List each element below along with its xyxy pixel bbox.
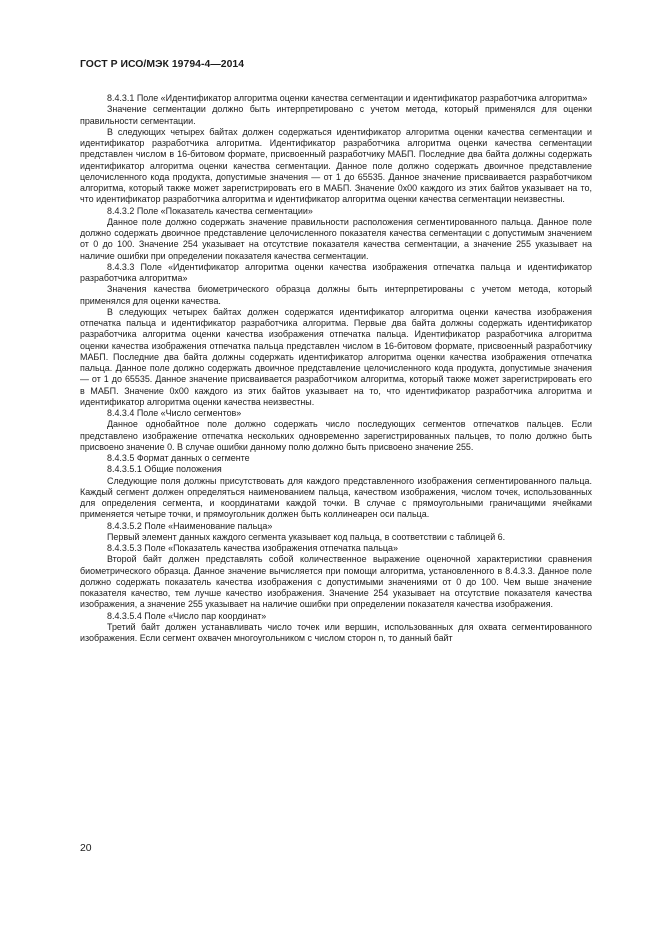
paragraph: Первый элемент данных каждого сегмента указывает код пальца, в соответствии с таблицей 6. xyxy=(107,531,506,542)
section-heading-8-4-3-5-3: 8.4.3.5.3 Поле «Показатель качества изображения отпечатка пальца» xyxy=(107,543,398,553)
paragraph: Данное однобайтное поле должно содержать число последующих сегментов отпечатков пальцев. Если представлено изображение отпечатка нескольких одновременно зарегистрированных пальцев, то полю должно быть присвоено значение 0. В случае ошибки данному полю должно быть присвоено значение 255. xyxy=(80,419,592,452)
section-heading-8-4-3-5: 8.4.3.5 Формат данных о сегменте xyxy=(107,453,250,463)
paragraph: Значения качества биометрического образца должны быть интерпретированы с учетом метода, который применялся для оценки качества. xyxy=(80,284,592,306)
section-heading-8-4-3-3: 8.4.3.3 Поле «Идентификатор алгоритма оценки качества изображения отпечатка пальца и идентификатор разработчика алгоритма» xyxy=(80,261,592,283)
paragraph: Значение сегментации должно быть интерпретировано с учетом метода, который применялся для оценки правильности сегментации. xyxy=(80,104,592,126)
page-number: 20 xyxy=(80,843,92,854)
paragraph: В следующих четырех байтах должен содержаться идентификатор алгоритма оценки качества сегментации и идентификатор разработчика алгоритма. Идентификатор разработчика алгоритма оценки качества сегментации представлен числом в 16-битовом формате, присвоенный разработчику МАБП. Последние два байта должны содержать идентификатор алгоритма оценки качества сегментации. Данное поле должно содержать двоичное представление целочисленного кода продукта, допустимые значения — от 1 до 65535. Данное значение присваивается разработчиком алгоритма, который также может зарегистрировать его в МАБП. Значение 0x00 каждого из этих байтов указывает на то, что идентификатор разработчика алгоритма и идентификатор алгоритма оценки качества сегментации неизвестны. xyxy=(80,126,592,205)
section-heading-8-4-3-2: 8.4.3.2 Поле «Показатель качества сегментации» xyxy=(107,205,313,216)
section-heading-8-4-3-5-4: 8.4.3.5.4 Поле «Число пар координат» xyxy=(107,610,267,621)
paragraph: Третий байт должен устанавливать число точек или вершин, использованных для охвата сегментированного изображения. Если сегмент охвачен многоугольником с числом сторон n, то данный байт xyxy=(80,621,592,643)
section-heading-8-4-3-4: 8.4.3.4 Поле «Число сегментов» xyxy=(107,408,242,418)
document-body xyxy=(80,93,592,644)
paragraph: Следующие поля должны присутствовать для каждого представленного изображения сегментированного пальца. Каждый сегмент должен определяться наименованием пальца, качеством изображения, числом точек, использованных для определения сегмента, и координатами каждой точки. В случае с прямоугольными граничащими ячейками применяется четыре точки, и прямоугольник должен быть коллинеарен оси пальца. xyxy=(80,475,592,520)
section-heading-8-4-3-5-2: 8.4.3.5.2 Поле «Наименование пальца» xyxy=(107,520,273,531)
section-heading-8-4-3-1: 8.4.3.1 Поле «Идентификатор алгоритма оценки качества сегментации и идентификатор разработчика алгоритма» xyxy=(107,93,588,103)
document-header: ГОСТ Р ИСО/МЭК 19794-4—2014 xyxy=(80,59,245,70)
paragraph: Второй байт должен представлять собой количественное выражение оценочной характеристики сравнения биометрического образца. Данное значение вычисляется при помощи алгоритма, установленного в 8.4.3.3. Данное поле должно содержать показатель качества изображения с допустимыми значениями от 0 до 100. Чем выше значение показателя качество, тем лучше качество изображения. Значение 254 указывает на отсутствие показателя качества изображения, а значение 255 указывает на наличие ошибки при определении показателя качества изображения. xyxy=(80,554,592,610)
section-heading-8-4-3-5-1: 8.4.3.5.1 Общие положения xyxy=(107,464,222,475)
paragraph: В следующих четырех байтах должен содержатся идентификатор алгоритма оценки качества изображения отпечатка пальца и идентификатор разработчика алгоритма. Первые два байта должны содержать идентификатор разработчика алгоритма оценки качества изображения отпечатка пальца. Идентификатор разработчика алгоритма оценки качества изображения отпечатка пальца представлен числом в 16-битовом формате, присвоенный разработчику МАБП. Последние два байта должны содержать идентификатор алгоритма оценки качества изображения отпечатка пальца. Данное поле должно содержать двоичное представление целочисленного кода продукта, допустимые значения — от 1 до 65535. Данное значение присваивается разработчиком алгоритма, который также может зарегистрировать его в МАБП. Значение 0x00 каждого из этих байтов указывает на то, что идентификатор разработчика алгоритма и идентификатор алгоритма оценки качества неизвестны. xyxy=(80,306,592,407)
paragraph: Данное поле должно содержать значение правильности расположения сегментированного пальца. Данное поле должно содержать двоичное представление целочисленного показателя качества сегментации с допустимым значением от 0 до 100. Значение 254 указывает на отсутствие показателя качества сегментации, а значение 255 указывает на наличие ошибки при определении показателя качества сегментации. xyxy=(80,216,592,261)
